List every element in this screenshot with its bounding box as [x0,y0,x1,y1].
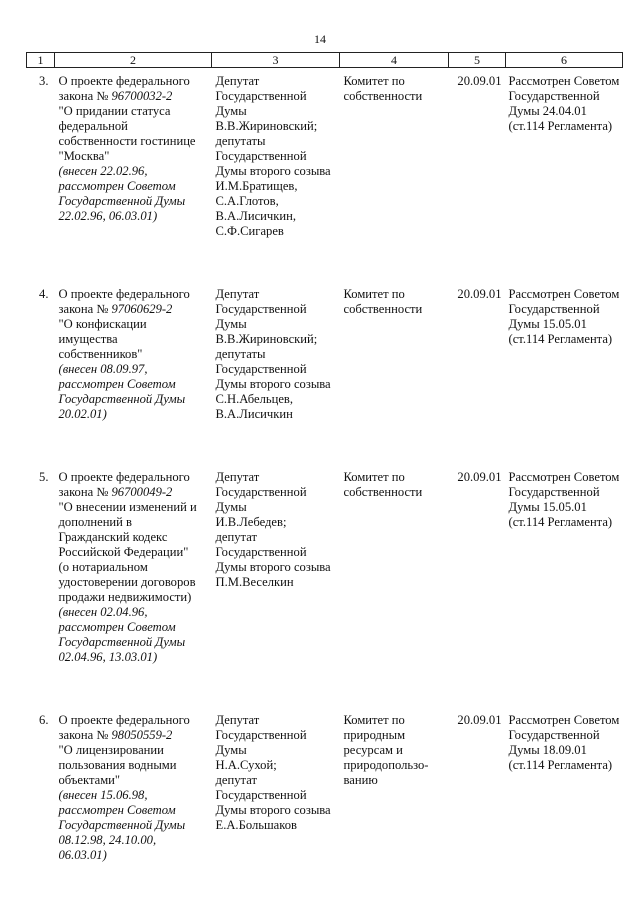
author-line: В.В.Жириновский; [215,119,318,133]
bill-name-line: объектами" [58,773,121,787]
bill-description-cell [55,470,212,665]
author-line: И.М.Братищев, [215,179,298,193]
committee-line: собственности [343,89,423,103]
author-line: Государственной [215,362,307,376]
author-line: Думы [215,104,247,118]
bill-name-line: имущества [58,332,118,346]
author-line: Думы второго созыва [215,377,331,391]
bill-name-line: дополнений в [58,515,133,529]
date-cell: 20.09.01 [457,470,502,484]
author-line: П.М.Веселкин [215,575,294,589]
result-cell [506,470,623,665]
committee-line: собственности [343,302,423,316]
author-line: Государственной [215,302,307,316]
bill-title-line: О проекте федерального [58,74,190,88]
bill-history-note: Государственной Думы [58,194,186,208]
result-line: Думы 18.09.01 [508,743,587,757]
result-line: Рассмотрен Советом [508,470,620,484]
bill-history-note: Государственной Думы [58,392,186,406]
author-line: Думы [215,500,247,514]
committee-line: ванию [343,773,378,787]
bill-history-note: Государственной Думы [58,635,186,649]
bill-name-line: "О придании статуса [58,104,171,118]
bill-history-note: 02.04.96, 13.03.01) [58,650,158,664]
committee-line: природопользо- [343,758,429,772]
author-line: В.А.Лисичкин [215,407,293,421]
bill-title-prefix: закона № [58,89,112,103]
result-line: Государственной [508,485,600,499]
bill-history-note: Государственной Думы [58,818,186,832]
author-line: депутаты [215,347,266,361]
committee-cell [340,74,449,239]
committee-cell [340,713,449,863]
date-cell: 20.09.01 [457,713,502,727]
committee-line: собственности [343,485,423,499]
bill-name-line: Гражданский кодекс [58,530,168,544]
result-line: Думы 15.05.01 [508,500,587,514]
bills-table [26,52,623,863]
bill-law-number: 97060629-2 [111,302,173,316]
author-line: Государственной [215,89,307,103]
author-line: Депутат [215,287,260,301]
bill-history-note: 22.02.96, 06.03.01) [58,209,158,223]
row-number: 3. [39,74,49,88]
result-cell [506,287,623,422]
bill-name-line: собственников" [58,347,143,361]
column-number-1: 1 [27,53,55,68]
row-number: 4. [39,287,49,301]
author-line: С.Н.Абельцев, [215,392,294,406]
result-line: Рассмотрен Советом [508,713,620,727]
author-line: Государственной [215,788,307,802]
bill-title-line [59,485,212,500]
result-line: Государственной [508,728,600,742]
author-line: депутаты [215,134,266,148]
column-number-6: 6 [506,53,623,68]
column-number-header-row [27,53,623,68]
bill-description-cell [55,287,212,422]
author-line: Депутат [215,470,260,484]
result-line: (ст.114 Регламента) [508,515,613,529]
authors-cell [212,470,340,665]
bill-history-note: 06.03.01) [58,848,107,862]
bill-title-line [59,89,212,104]
author-line: Е.А.Большаков [215,818,297,832]
committee-line: Комитет по [343,287,405,301]
authors-cell [212,74,340,239]
author-line: депутат [215,773,257,787]
author-line: депутат [215,530,257,544]
author-line: Думы [215,317,247,331]
bill-history-note: (внесен 15.06.98, [58,788,148,802]
result-line: Государственной [508,89,600,103]
author-line: С.Ф.Сигарев [215,224,284,238]
row-spacer [27,446,623,470]
authors-cell [212,287,340,422]
column-number-4: 4 [340,53,449,68]
committee-line: Комитет по [343,470,405,484]
result-line: (ст.114 Регламента) [508,758,613,772]
author-line: Депутат [215,74,260,88]
bill-name-line: "О лицензировании [58,743,164,757]
bill-name-line: собственности гостинице [58,134,196,148]
bill-name-line: "О конфискации [58,317,147,331]
bill-history-note: рассмотрен Советом [58,620,176,634]
author-line: Н.А.Сухой; [215,758,277,772]
column-number-5: 5 [449,53,506,68]
bill-history-note: 08.12.98, 24.10.00, [58,833,157,847]
author-line: И.В.Лебедев; [215,515,287,529]
bill-title-prefix: закона № [58,485,112,499]
author-line: Думы второго созыва [215,164,331,178]
bill-history-note: (внесен 02.04.96, [58,605,148,619]
result-line: Думы 15.05.01 [508,317,587,331]
author-line: Думы [215,743,247,757]
row-spacer [27,422,623,446]
result-line: (ст.114 Регламента) [508,332,613,346]
date-cell: 20.09.01 [457,74,502,88]
row-spacer [27,665,623,689]
row-number: 6. [39,713,49,727]
row-number: 5. [39,470,49,484]
bill-name-line: Российской Федерации" [58,545,189,559]
committee-line: Комитет по [343,74,405,88]
bill-history-note: (внесен 22.02.96, [58,164,148,178]
result-line: Рассмотрен Советом [508,74,620,88]
committee-line: ресурсам и [343,743,403,757]
result-cell [506,74,623,239]
result-line: Государственной [508,302,600,316]
bill-title-prefix: закона № [58,728,112,742]
author-line: Государственной [215,545,307,559]
bill-history-note: рассмотрен Советом [58,803,176,817]
committee-cell [340,287,449,422]
committee-line: Комитет по [343,713,405,727]
bill-title-line [59,302,212,317]
bill-title-line: О проекте федерального [58,287,190,301]
author-line: Государственной [215,149,307,163]
table-row [27,287,623,422]
table-row [27,713,623,863]
result-line: Рассмотрен Советом [508,287,620,301]
bill-history-note: (внесен 08.09.97, [58,362,148,376]
table-row [27,74,623,239]
bill-history-note: рассмотрен Советом [58,179,176,193]
authors-cell [212,713,340,863]
column-number-2: 2 [55,53,212,68]
author-line: В.В.Жириновский; [215,332,318,346]
author-line: В.А.Лисичкин, [215,209,296,223]
bill-law-number: 96700032-2 [111,89,173,103]
bill-title-line: О проекте федерального [58,713,190,727]
result-line: (ст.114 Регламента) [508,119,613,133]
author-line: Депутат [215,713,260,727]
bill-name-line: продажи недвижимости) [58,590,192,604]
table-row [27,470,623,665]
bill-name-line: (о нотариальном [58,560,148,574]
bill-name-line: пользования водными [58,758,177,772]
result-line: Думы 24.04.01 [508,104,587,118]
author-line: Думы второго созыва [215,803,331,817]
bill-law-number: 96700049-2 [111,485,173,499]
bill-history-note: рассмотрен Советом [58,377,176,391]
author-line: Думы второго созыва [215,560,331,574]
column-number-3: 3 [212,53,340,68]
bill-title-line [59,728,212,743]
result-cell [506,713,623,863]
bill-name-line: федеральной [58,119,128,133]
bill-title-line: О проекте федерального [58,470,190,484]
row-spacer [27,689,623,713]
author-line: Государственной [215,728,307,742]
committee-line: природным [343,728,406,742]
author-line: С.А.Глотов, [215,194,279,208]
bill-name-line: "О внесении изменений и [58,500,197,514]
bill-name-line: удостоверении договоров [58,575,196,589]
bill-title-prefix: закона № [58,302,112,316]
bill-name-line: "Москва" [58,149,110,163]
bill-description-cell [55,713,212,863]
row-spacer [27,263,623,287]
bill-description-cell [55,74,212,239]
bill-law-number: 98050559-2 [111,728,173,742]
committee-cell [340,470,449,665]
page-number: 14 [314,32,326,46]
row-spacer [27,239,623,263]
author-line: Государственной [215,485,307,499]
date-cell: 20.09.01 [457,287,502,301]
bill-history-note: 20.02.01) [58,407,107,421]
